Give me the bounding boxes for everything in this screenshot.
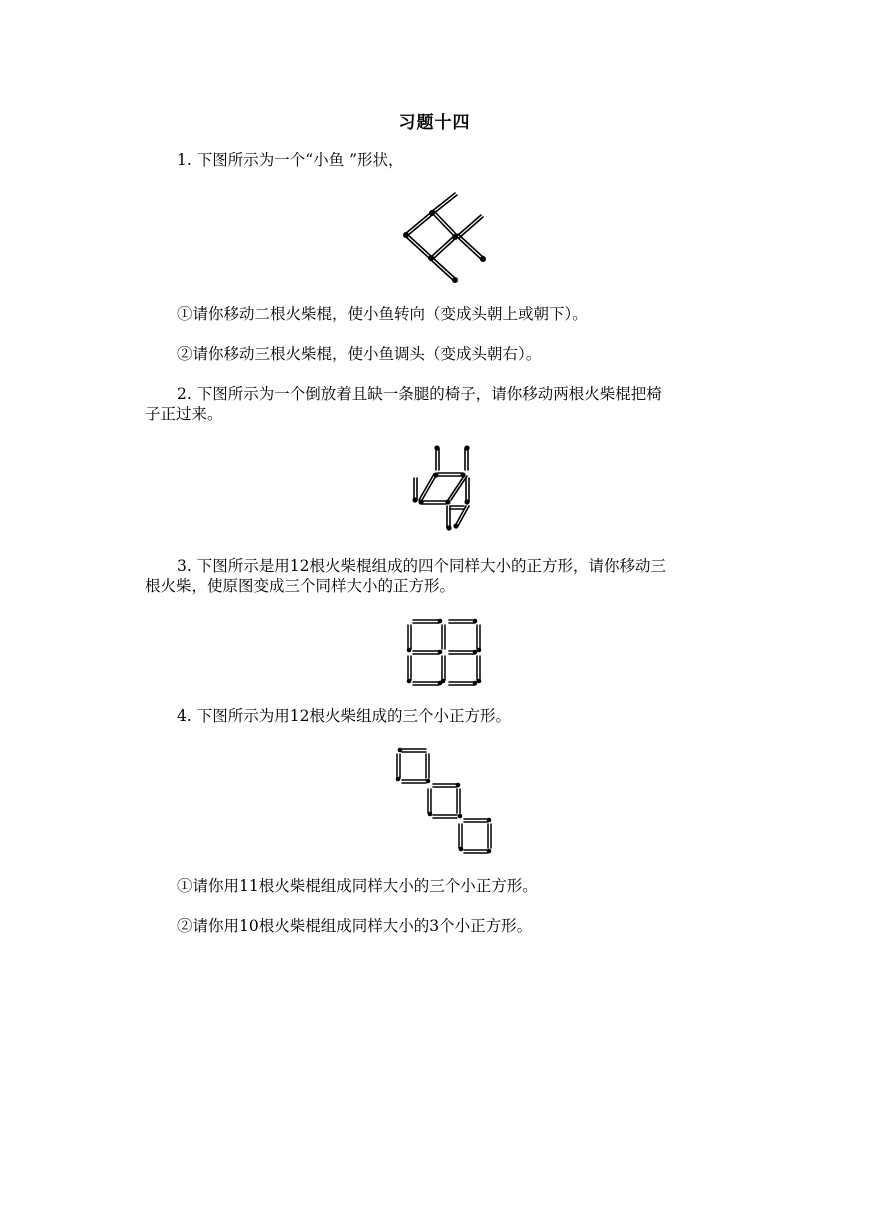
matchstick [433,238,456,259]
matchstick [459,217,483,238]
matchstick [432,213,455,237]
problem-1-sub-1: ①请你移动二根火柴棍，使小鱼转向（变成头朝上或朝下）。 [177,305,588,323]
problem-2-line-1 [177,384,662,404]
matchstick [419,474,434,500]
problem-4-statement: 下图所示为用12根火柴组成的三个小正方形。 [196,707,511,725]
matchstick [434,211,457,235]
problem-3-line-1 [177,556,666,576]
problem-1-text [177,150,404,170]
chair-matchstick-figure [405,438,485,538]
matchstick [405,214,429,234]
matchstick [405,236,429,258]
matchstick [448,476,464,500]
four-squares-matchstick-figure [403,616,493,690]
matchstick [456,236,482,260]
problem-4-sub-1: ①请你用11根火柴棍组成同样大小的三个小正方形。 [177,877,538,895]
matchstick [422,474,437,500]
matchstick [407,234,431,256]
problem-1-statement: 下图所示为一个“小鱼 ”形状， [196,151,404,169]
fish-matchstick-figure [385,180,505,290]
matchstick [433,258,456,279]
problem-2-statement-1: 下图所示为一个倒放着且缺一条腿的椅子，请你移动两根火柴棍把椅 [196,385,662,403]
matchstick [431,193,455,212]
matchstick [451,476,467,500]
matchstick [458,234,484,258]
problem-3-statement-1: 下图所示是用12根火柴棍组成的四个同样大小的正方形，请你移动三 [196,557,666,575]
three-squares-matchstick-figure [392,744,497,856]
problem-3-line-2: 根火柴，使原图变成三个同样大小的正方形。 [145,577,456,595]
problem-4-sub-2: ②请你用10根火柴棍组成同样大小的3个小正方形。 [177,917,533,935]
problem-1-number: 1. [177,151,192,169]
page-title: 习题十四 [398,113,471,133]
problem-2-line-2: 子正过来。 [145,405,223,423]
problem-3-number: 3. [177,557,192,575]
matchstick [433,195,457,214]
matchstick [457,215,481,236]
problem-1-sub-2: ②请你移动三根火柴棍，使小鱼调头（变成头朝右）。 [177,345,542,363]
matchstick [431,236,454,257]
problem-4-text [177,706,511,726]
matchstick [431,260,454,281]
problem-4-number: 4. [177,707,192,725]
problem-2-number: 2. [177,385,192,403]
matchstick [407,216,431,236]
